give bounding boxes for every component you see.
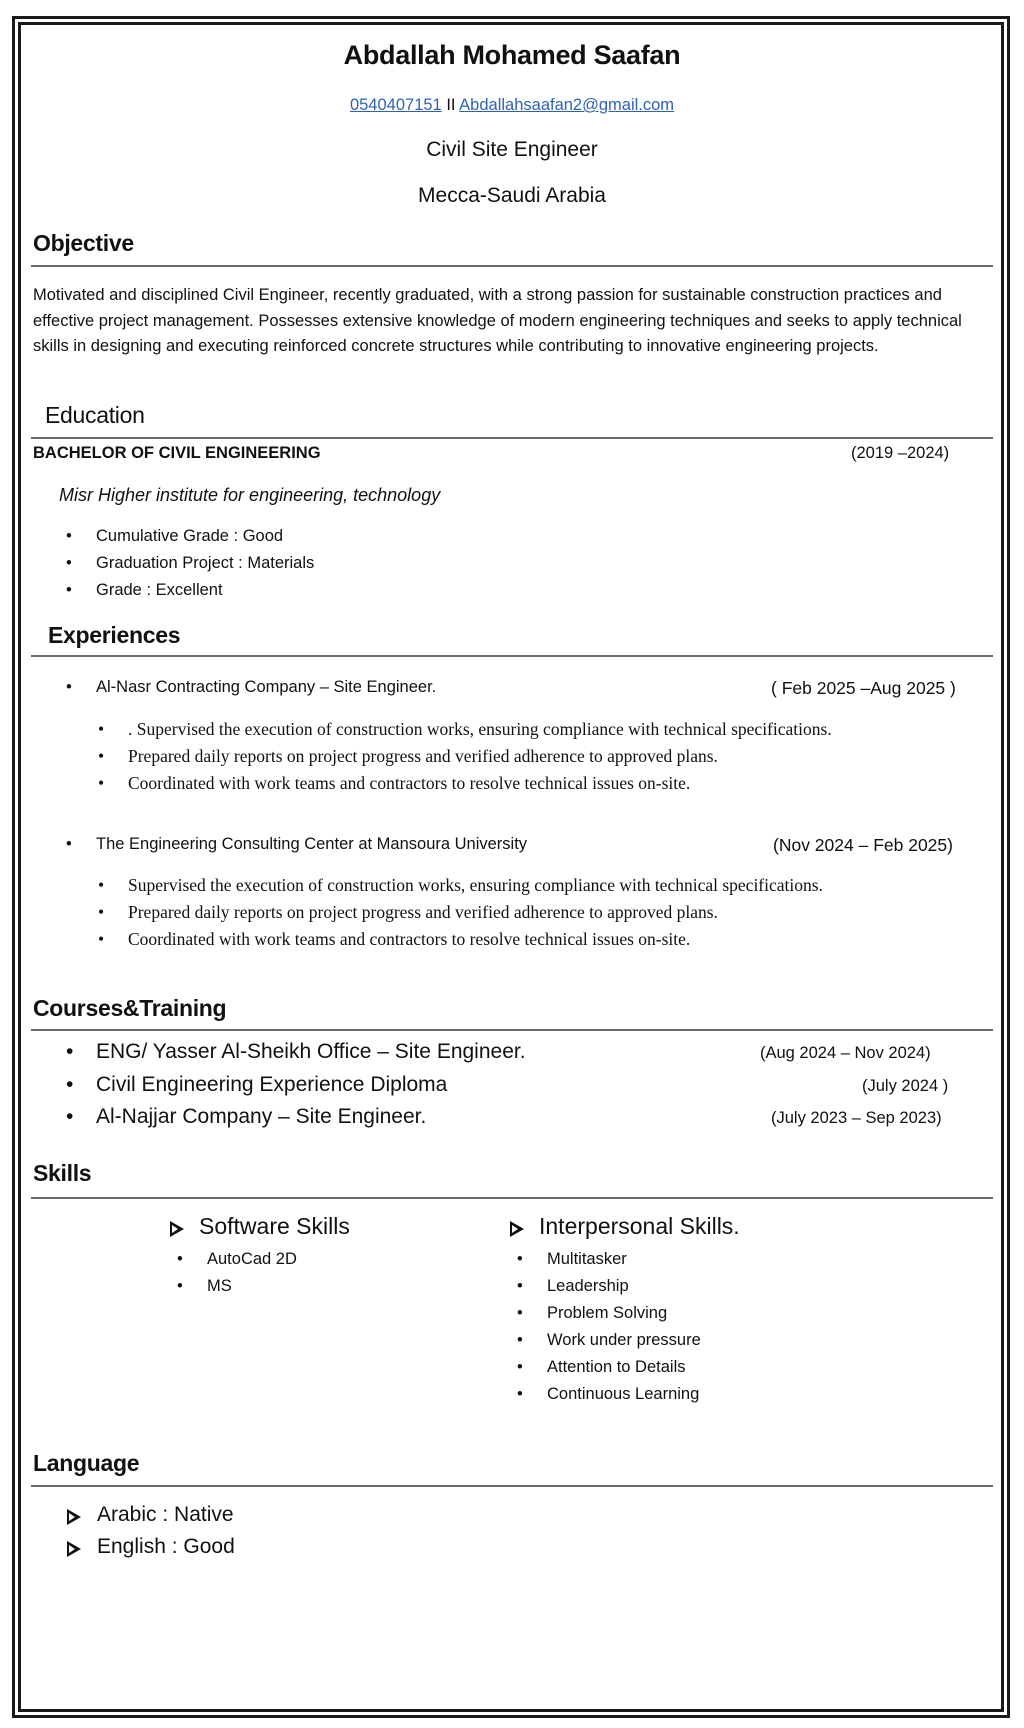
interpersonal-skill: • Leadership (547, 1277, 629, 1296)
page-border-inner (18, 22, 1004, 1712)
language-item: Arabic : Native (97, 1503, 234, 1526)
software-skill: • MS (207, 1277, 232, 1296)
courses-heading: Courses&Training (33, 995, 227, 1021)
job-duty: • Coordinated with work teams and contractors to resolve technical issues on-site. (128, 929, 690, 950)
degree: BACHELOR OF CIVIL ENGINEERING (33, 444, 321, 462)
education-item: • Cumulative Grade : Good (96, 527, 283, 546)
location: Mecca-Saudi Arabia (418, 184, 606, 207)
interpersonal-skill: • Multitasker (547, 1250, 627, 1269)
candidate-name: Abdallah Mohamed Saafan (343, 40, 681, 70)
job-dates: (Nov 2024 – Feb 2025) (773, 835, 953, 855)
arrow-bullet-icon (170, 1221, 184, 1237)
job-duty: • Coordinated with work teams and contractors to resolve technical issues on-site. (128, 773, 690, 794)
job-dates: ( Feb 2025 –Aug 2025 ) (771, 678, 956, 698)
course-item: • ENG/ Yasser Al-Sheikh Office – Site Engineer. (96, 1040, 526, 1064)
course-item: • Civil Engineering Experience Diploma (96, 1073, 447, 1097)
course-dates: (Aug 2024 – Nov 2024) (760, 1044, 931, 1062)
experiences-rule (31, 655, 993, 657)
education-heading: Education (45, 402, 145, 428)
job-title: • The Engineering Consulting Center at Mansoura University (96, 835, 527, 854)
skills-rule (31, 1197, 993, 1199)
education-rule (31, 437, 993, 439)
arrow-bullet-icon (67, 1509, 81, 1525)
interpersonal-skill: • Work under pressure (547, 1331, 701, 1350)
language-item: English : Good (97, 1535, 235, 1558)
job-duty: • Prepared daily reports on project progress and verified adherence to approved plans. (128, 746, 718, 767)
skills-heading: Skills (33, 1160, 92, 1186)
course-dates: (July 2023 – Sep 2023) (771, 1109, 942, 1127)
job-title: • Al-Nasr Contracting Company – Site Engineer. (96, 678, 436, 697)
objective-text: Motivated and disciplined Civil Engineer, recently graduated, with a strong passion for sustainable construction practices and effective project management. Possesses extensive knowledge of modern engineering techniques and seeks to apply technical skills in designing and executing reinforced concrete structures while contributing to innovative engineering projects. (33, 286, 962, 355)
institute: Misr Higher institute for engineering, technology (59, 485, 441, 505)
contact-line (0, 96, 1024, 115)
phone-link[interactable]: 0540407151 (349, 96, 442, 114)
interpersonal-skill: • Continuous Learning (547, 1385, 699, 1404)
course-dates: (July 2024 ) (862, 1077, 949, 1095)
language-rule (31, 1485, 993, 1487)
experiences-heading: Experiences (48, 622, 181, 648)
arrow-bullet-icon (67, 1541, 81, 1557)
interpersonal-skill: • Problem Solving (547, 1304, 667, 1323)
job-duty: • . Supervised the execution of construction works, ensuring compliance with technical specifications. (128, 719, 832, 740)
courses-rule (31, 1029, 993, 1031)
software-skill: • AutoCad 2D (207, 1250, 297, 1269)
objective-rule (31, 265, 993, 267)
education-item: • Graduation Project : Materials (96, 554, 314, 573)
interpersonal-skill: • Attention to Details (547, 1358, 686, 1377)
language-heading: Language (33, 1450, 140, 1476)
software-skills-heading: Software Skills (199, 1213, 350, 1239)
course-item: • Al-Najjar Company – Site Engineer. (96, 1105, 426, 1129)
job-duty: • Prepared daily reports on project progress and verified adherence to approved plans. (128, 902, 718, 923)
objective-heading: Objective (33, 230, 134, 256)
email-link[interactable]: Abdallahsaafan2@gmail.com (459, 96, 675, 114)
interpersonal-skills-heading: Interpersonal Skills. (539, 1213, 740, 1239)
job-duty: • Supervised the execution of construction works, ensuring compliance with technical specifications. (128, 875, 823, 896)
contact-separator: II (446, 96, 456, 114)
education-item: • Grade : Excellent (96, 581, 223, 600)
job-title: Civil Site Engineer (426, 138, 598, 161)
degree-dates: (2019 –2024) (851, 444, 950, 462)
arrow-bullet-icon (510, 1221, 524, 1237)
